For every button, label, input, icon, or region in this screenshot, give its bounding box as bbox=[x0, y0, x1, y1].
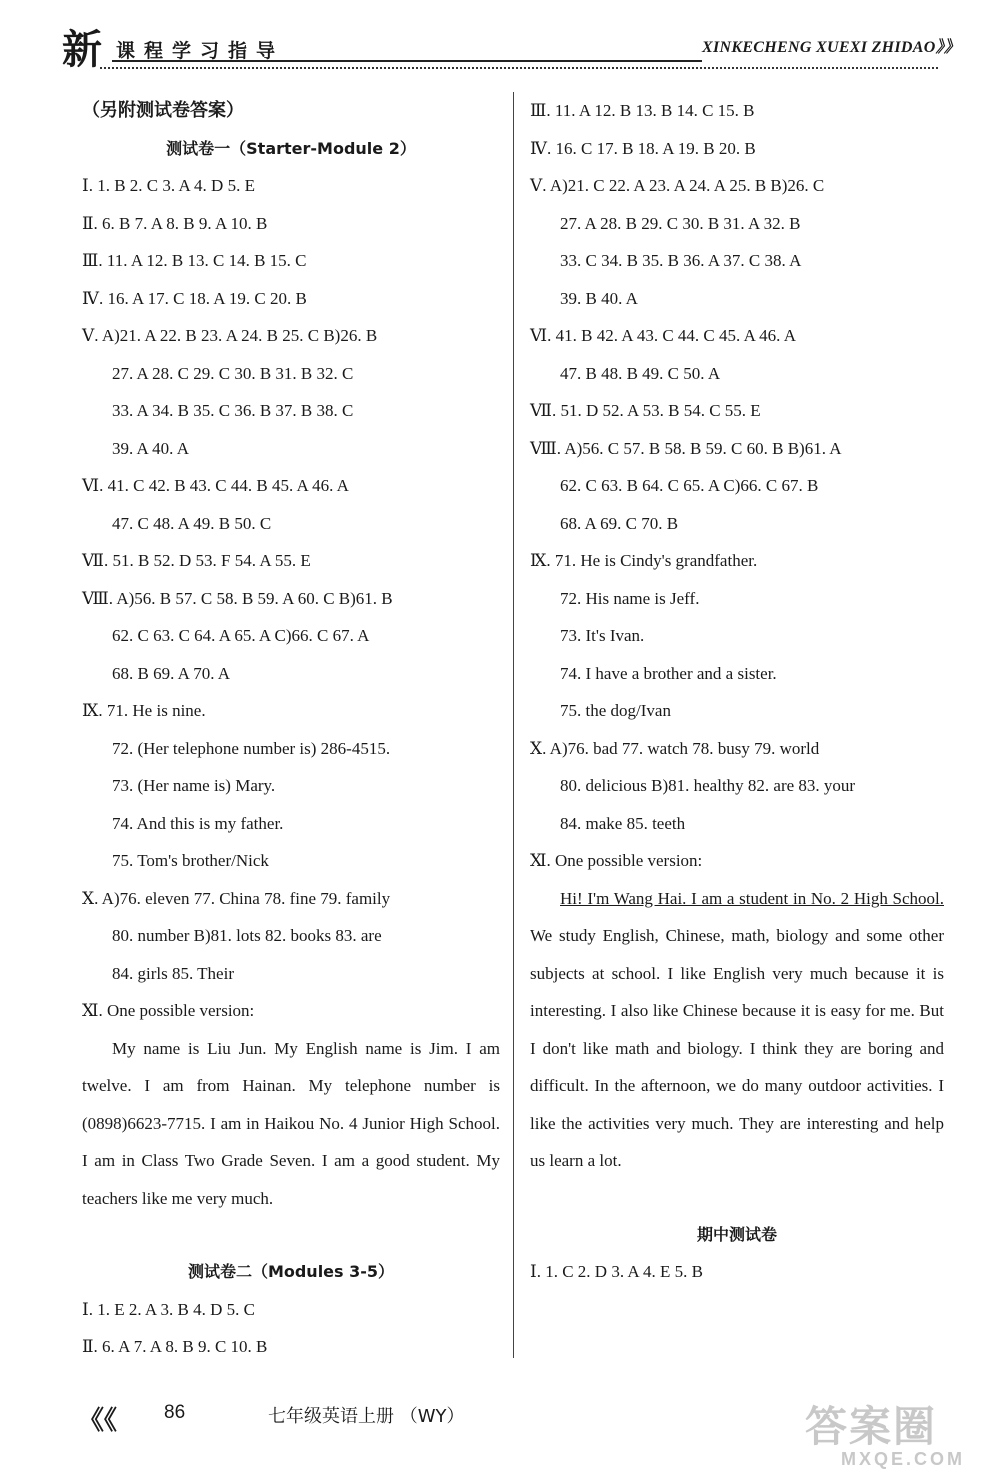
watermark-logo bbox=[805, 1402, 965, 1471]
right-column bbox=[530, 92, 944, 1291]
answer-line: Ⅰ. 1. C 2. D 3. A 4. E 5. B bbox=[530, 1262, 703, 1281]
spacer bbox=[82, 1217, 500, 1253]
test1-title: 测试卷一（Starter-Module 2） bbox=[166, 138, 416, 158]
answer-line: 84. make 85. teeth bbox=[560, 813, 686, 833]
answer-line: Ⅲ. 11. A 12. B 13. B 14. C 15. B bbox=[530, 101, 755, 120]
answer-line: 75. the dog/Ivan bbox=[560, 701, 671, 720]
answer-line: Ⅵ. 41. B 42. A 43. C 44. C 45. A 46. A bbox=[530, 326, 797, 345]
answer-line: 27. A 28. B 29. C 30. B 31. A 32. B bbox=[560, 213, 801, 233]
watermark-url: MXQE.COM bbox=[840, 1449, 965, 1469]
answer-line: 72. (Her telephone number is) 286-4515. bbox=[112, 738, 391, 758]
answer-line: 39. B 40. A bbox=[560, 288, 638, 308]
answer-line: Ⅳ. 16. A 17. C 18. A 19. C 20. B bbox=[82, 288, 307, 308]
answer-line: 72. His name is Jeff. bbox=[560, 588, 700, 608]
answer-line: 33. C 34. B 35. B 36. A 37. C 38. A bbox=[560, 251, 802, 270]
answer-line: 80. delicious B)81. healthy 82. are 83. your bbox=[560, 776, 856, 795]
answer-line: Ⅶ. 51. D 52. A 53. B 54. C 55. E bbox=[530, 401, 761, 420]
answer-line: Ⅺ. One possible version: bbox=[82, 1001, 255, 1020]
essay-text: My name is Liu Jun. My English name is Jim. I am twelve. I am from Hainan. My telephone number is (0898)6623-7715. I am in Haikou No. 4 Junior High School. I am in Class Two Grade Seven. I am a good student. My teachers like me very much. bbox=[82, 1038, 500, 1208]
answer-line: 80. number B)81. lots 82. books 83. are bbox=[112, 926, 382, 945]
answer-line: 73. It's Ivan. bbox=[560, 626, 645, 645]
answer-line: Ⅷ. A)56. B 57. C 58. B 59. A 60. C B)61. B bbox=[82, 588, 393, 608]
answer-line: 33. A 34. B 35. C 36. B 37. B 38. C bbox=[112, 401, 354, 420]
book-title: 七年级英语上册 （WY） bbox=[268, 1406, 465, 1427]
answer-line: Ⅲ. 11. A 12. B 13. C 14. B 15. C bbox=[82, 251, 307, 270]
answer-line: Ⅳ. 16. C 17. B 18. A 19. B 20. B bbox=[530, 138, 756, 158]
spacer bbox=[530, 1180, 944, 1216]
answer-line: 84. girls 85. Their bbox=[112, 963, 234, 983]
header-dotted-rule bbox=[100, 67, 938, 69]
answer-line: Ⅶ. 51. B 52. D 53. F 54. A 55. E bbox=[82, 551, 311, 570]
double-arrow-right-icon: 》》 bbox=[935, 39, 961, 56]
header-pinyin bbox=[702, 34, 960, 57]
answer-line: Ⅴ. A)21. A 22. B 23. A 24. B 25. C B)26. B bbox=[82, 326, 378, 345]
brand-logo: 新 bbox=[62, 26, 102, 73]
left-column bbox=[82, 92, 500, 1366]
answer-line: 47. C 48. A 49. B 50. C bbox=[112, 513, 272, 533]
page-header bbox=[0, 0, 1000, 80]
answer-line: Ⅰ. 1. E 2. A 3. B 4. D 5. C bbox=[82, 1299, 255, 1319]
answer-line: Ⅸ. 71. He is Cindy's grandfather. bbox=[530, 551, 758, 570]
answer-line: Ⅺ. One possible version: bbox=[530, 851, 703, 870]
answer-line: Ⅷ. A)56. C 57. B 58. B 59. C 60. B B)61. A bbox=[530, 438, 842, 458]
answer-line: 74. I have a brother and a sister. bbox=[560, 663, 777, 683]
answer-line: Ⅱ. 6. B 7. A 8. B 9. A 10. B bbox=[82, 213, 268, 233]
answer-line: 27. A 28. C 29. C 30. B 31. B 32. C bbox=[112, 363, 354, 383]
answer-line: 73. (Her name is) Mary. bbox=[112, 776, 276, 795]
answer-line: Ⅰ. 1. B 2. C 3. A 4. D 5. E bbox=[82, 176, 255, 195]
answer-line: Ⅸ. 71. He is nine. bbox=[82, 701, 206, 720]
section-heading: （另附测试卷答案） bbox=[82, 100, 244, 121]
essay-paragraph bbox=[530, 880, 944, 1180]
answer-line: 62. C 63. B 64. C 65. A C)66. C 67. B bbox=[560, 476, 819, 495]
page-number: 86 bbox=[164, 1402, 186, 1423]
column-divider bbox=[513, 92, 514, 1358]
essay-underlined-text: Hi! I'm Wang Hai. I am a student in No. 2 High School. bbox=[560, 888, 944, 908]
answer-line: 68. B 69. A 70. A bbox=[112, 663, 231, 683]
header-rule bbox=[112, 60, 702, 62]
answer-line: 75. Tom's brother/Nick bbox=[112, 851, 269, 870]
answer-line: 68. A 69. C 70. B bbox=[560, 513, 679, 533]
answer-line: 62. C 63. C 64. A 65. A C)66. C 67. A bbox=[112, 626, 370, 645]
essay-text: We study English, Chinese, math, biology and some other subjects at school. I like English very much because it is interesting. I also like Chinese because it is easy for me. But I don't like math and biology. I think they are boring and difficult. In the afternoon, we do many outdoor activities. I like the activities very much. They are interesting and help us learn a lot. bbox=[530, 926, 944, 1170]
answer-line: 74. And this is my father. bbox=[112, 813, 284, 833]
answer-line: 39. A 40. A bbox=[112, 438, 189, 458]
test2-title: 测试卷二（Modules 3-5） bbox=[187, 1262, 395, 1281]
answer-line: 47. B 48. B 49. C 50. A bbox=[560, 363, 721, 383]
midterm-title: 期中测试卷 bbox=[696, 1224, 777, 1244]
header-title: 课程学习指导 bbox=[116, 40, 285, 62]
answer-line: Ⅱ. 6. A 7. A 8. B 9. C 10. B bbox=[82, 1337, 268, 1356]
answer-line: Ⅹ. A)76. bad 77. watch 78. busy 79. world bbox=[530, 738, 820, 758]
essay-paragraph bbox=[82, 1030, 500, 1218]
answer-line: Ⅴ. A)21. C 22. A 23. A 24. A 25. B B)26. C bbox=[530, 176, 825, 195]
double-arrow-left-icon: 《《 bbox=[78, 1406, 118, 1436]
watermark-text: 答案圈 bbox=[805, 1402, 938, 1451]
answer-line: Ⅹ. A)76. eleven 77. China 78. fine 79. family bbox=[82, 888, 391, 908]
answer-line: Ⅵ. 41. C 42. B 43. C 44. B 45. A 46. A bbox=[82, 476, 349, 495]
header-pinyin-text: XINKECHENG XUEXI ZHIDAO bbox=[702, 39, 936, 56]
